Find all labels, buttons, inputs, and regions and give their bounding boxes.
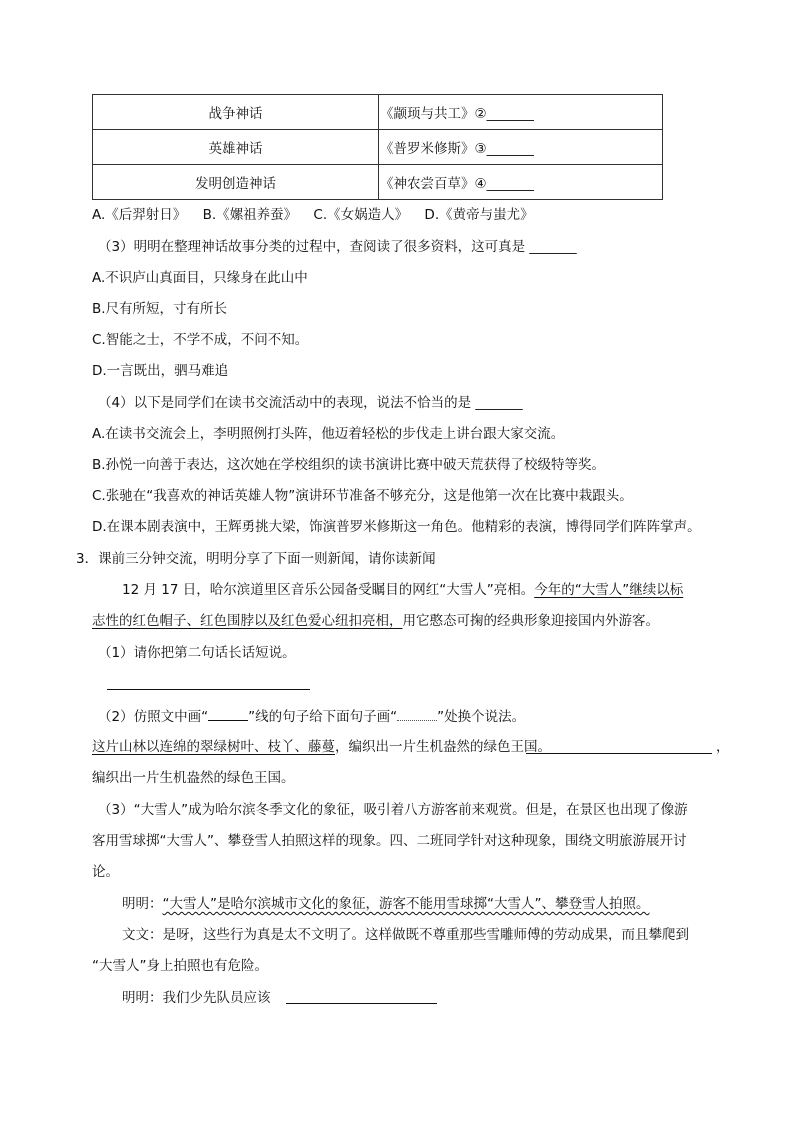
- sub-question-3-line-1: （3）“大雪人”成为哈尔滨冬季文化的象征，吸引着八方游客前来观赏。但是，在景区也出现了像游: [98, 802, 688, 818]
- sentence-underlined: 这片山林以连绵的翠绿树叶、枝丫、藤蔓: [92, 739, 335, 755]
- q3-stem: （3）明明在整理神话故事分类的过程中，查阅读了很多资料，这可真是 _______: [98, 239, 577, 255]
- myth-type-cell: 发明创造神话: [93, 165, 379, 200]
- section-3-heading: 3．课前三分钟交流，明明分享了下面一则新闻，请你读新闻: [76, 551, 436, 567]
- sub2-text: ”线的句子给下面句子画“: [248, 709, 398, 725]
- q3-option-b: B.尺有所短，寸有所长: [92, 301, 228, 317]
- mingming-line-1: [122, 895, 649, 913]
- table-row: [93, 130, 663, 165]
- table-row: [93, 165, 663, 200]
- q4-option-a: A.在读书交流会上，李明照例打头阵，他迈着轻松的步伐走上讲台跟大家交流。: [92, 426, 565, 442]
- news-line-1: [122, 581, 683, 599]
- answer-line-2[interactable]: [526, 753, 712, 754]
- q3-option-a: A.不识庐山真面目，只缘身在此山中: [92, 270, 308, 286]
- sub-question-3-line-2: 客用雪球掷“大雪人”、攀登雪人拍照这样的现象。四、二班同学针对这种现象，围绕文明旅游展开讨: [92, 833, 687, 849]
- mingming-wavy-sentence: “大雪人”是哈尔滨城市文化的象征，游客不能用雪球掷“大雪人”、攀登雪人拍照。: [162, 896, 650, 912]
- q2-options: A.《后羿射日》 B.《嫘祖养蚕》 C.《女娲造人》 D.《黄帝与蚩尤》: [92, 207, 534, 223]
- myth-type-cell: 战争神话: [93, 95, 379, 130]
- news-text: 用它憨态可掬的经典形象迎接国内外游客。: [402, 613, 659, 629]
- q4-option-c: C.张驰在“我喜欢的神话英雄人物”演讲环节准备不够充分，这是他第一次在比赛中栽跟头。: [92, 488, 633, 504]
- q4-option-b: B.孙悦一向善于表达，这次她在学校组织的读书演讲比赛中破天荒获得了校级特等奖。: [92, 457, 606, 473]
- sentence-line-2: 编织出一片生机盎然的绿色王国。: [92, 770, 295, 786]
- myth-title-cell: 《神农尝百草》④_______: [379, 165, 663, 200]
- q3-option-d: D.一言既出，驷马难追: [92, 363, 229, 379]
- news-underlined-text: 今年的“大雪人”继续以标: [534, 582, 684, 598]
- example-sentence: [92, 738, 551, 756]
- q4-option-d: D.在课本剧表演中，王辉勇挑大梁，饰演普罗米修斯这一角色。他精彩的表演，博得同学们阵阵掌声。: [92, 519, 701, 535]
- mingming-line-2: 明明：我们少先队员应该: [122, 990, 271, 1006]
- news-line-2: [92, 612, 659, 630]
- news-text: 12 月 17 日，哈尔滨道里区音乐公园备受瞩目的网红“大雪人”亮相。: [122, 582, 535, 598]
- sentence-text: ，编织出一片生机盎然的绿色王国。: [335, 739, 551, 755]
- q3-option-c: C.智能之士，不学不成，不问不知。: [92, 332, 309, 348]
- sub2-text: ”处换个说法。: [437, 709, 526, 725]
- speaker-label: 明明：: [122, 896, 163, 912]
- wavy-line-sample: [397, 712, 437, 721]
- q4-stem: （4）以下是同学们在读书交流活动中的表现，说法不恰当的是 _______: [98, 395, 523, 411]
- sub-question-2: [98, 706, 525, 726]
- wenwen-line-2: “大雪人”身上拍照也有危险。: [92, 958, 268, 974]
- news-underlined-text: 志性的红色帽子、红色围脖以及红色爱心纽扣亮相，: [92, 613, 403, 629]
- answer-line-1[interactable]: [107, 689, 310, 690]
- sub-question-1: （1）请你把第二句话长话短说。: [98, 645, 296, 661]
- myth-category-table: [92, 94, 663, 200]
- myth-title-cell: 《普罗米修斯》③_______: [379, 130, 663, 165]
- sub-question-3-line-3: 论。: [92, 864, 119, 880]
- sub2-text: （2）仿照文中画“: [98, 709, 209, 725]
- sentence-comma: ，: [716, 739, 730, 755]
- answer-line-3[interactable]: [286, 1003, 437, 1004]
- myth-type-cell: 英雄神话: [93, 130, 379, 165]
- myth-title-cell: 《颛顼与共工》②_______: [379, 95, 663, 130]
- table-row: [93, 95, 663, 130]
- wenwen-line-1: 文文：是呀，这些行为真是太不文明了。这样做既不尊重那些雪雕师傅的劳动成果，而且攀爬到: [122, 927, 689, 943]
- straight-line-sample: [208, 706, 248, 721]
